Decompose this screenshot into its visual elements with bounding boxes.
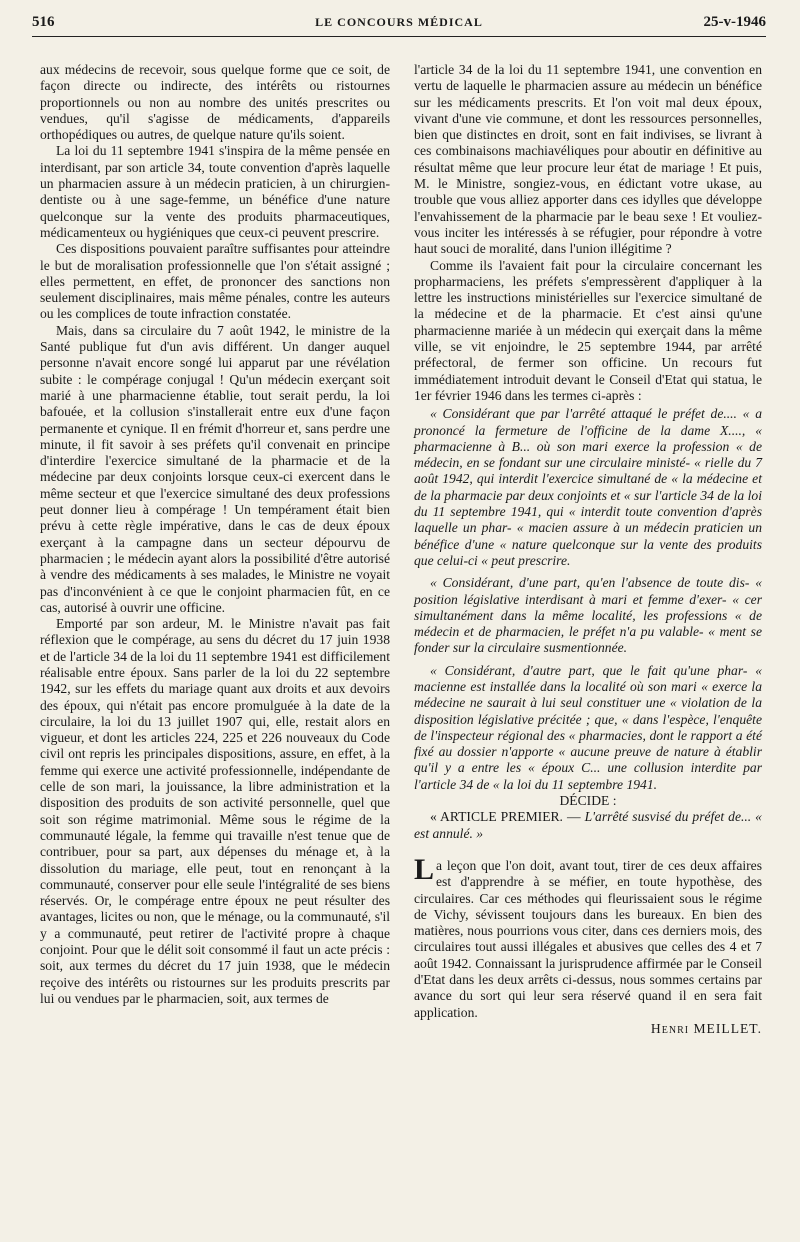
paragraph: l'article 34 de la loi du 11 septembre 1941, une convention en vertu de laquelle le pharmacien assure au médecin un bénéfice sur les médicaments prescrits. Et l'on voit mal deux époux, vivant d'une vie commune, et dont les ressources personnelles, bien que distinctes en droit, sont en fait indivises, se livrant à ces combinaisons machiavéliques pour aboutir en définitive au résultat même que leur procure leur état de mariage ! Et puis, M. le Ministre, songiez-vous, en édictant votre ukase, au trouble que vous alliez apporter dans ces idylles que développe l'envahissement de la pharmacie par le beau sexe ! Et vouliez-vous inciter les intéressés à se réfugier, pour répondre à votre haut souci de moralité, dans l'union illégitime ? bbox=[414, 62, 762, 257]
conclusion-paragraph bbox=[414, 852, 762, 1021]
decision-quote: « Considérant que par l'arrêté attaqué le préfet de.... « a prononcé la fermeture de l'officine de la dame X...., « pharmacienne à B... où son mari exerce la profession « de médecin, en se fondant sur une circulaire ministé- « rielle du 7 août 1942, qui interdit l'exercice simultané de « la médecine et de la pharmacie par deux conjoints et « sur l'article 34 de la loi du 11 septembre 1941, qui « interdit toute convention d'après laquelle un phar- « macien assure à un médecin praticien un bénéfice d'une « nature quelconque sur la vente des produits que celui-ci « peut prescrire. bbox=[414, 406, 762, 568]
page-number: 516 bbox=[32, 14, 55, 30]
drop-cap: L bbox=[414, 852, 435, 886]
page-header bbox=[32, 10, 766, 37]
issue-date: 25-v-1946 bbox=[703, 14, 766, 30]
article-text: L'arrêté susvisé du préfet de... « est annulé. » bbox=[414, 809, 762, 841]
decision-quote: « Considérant, d'autre part, que le fait qu'une phar- « macienne est installée dans la localité où son mari « exerce la médecine ne saurait à lui seul constituer une « violation de la disposition législative précitée ; que, « dans l'espèce, l'enquête de l'inspecteur régional des « pharmacies, dont le rapport a été fixé au dossier n'apporte « aucune preuve de nature à établir qu'il y a entre les « époux C... une collusion interdite par l'article 34 de « la loi du 11 septembre 1941. bbox=[414, 662, 762, 792]
conclusion-text: a leçon que l'on doit, avant tout, tirer de ces deux affaires est d'apprendre à se méfier, en toute hypothèse, des circulaires. Car ces méthodes qui fleurissaient sous le régime de Vichy, sévissent toujours dans les bureaux. En bien des matières, nous pourrions vous citer, dans ces derniers mois, des circulaires tout aussi illégales et abusives que celles des 4 et 7 août 1942. Connaissant la jurisprudence affirmée par le Conseil d'Etat dans les deux arrêts ci-dessus, nous sommes certains par avance du sort qui leur sera réservé quand il en sera fait application. bbox=[414, 857, 762, 1020]
paragraph: Comme ils l'avaient fait pour la circulaire concernant les propharmaciens, les préfets s'empressèrent d'appliquer à la lettre les instructions ministérielles sur l'exercice simultané de la médecine et de la pharmacie. Et c'est ainsi qu'une pharmacienne mariée à un médecin qui exerçait dans la même ville, se vit enjoindre, le 25 septembre 1944, par arrêté préfectoral, de fermer son officine. Un recours fut immédiatement introduit devant le Conseil d'Etat qui statua, le 1er février 1946 dans les termes ci-après : bbox=[414, 257, 762, 403]
author-signature: Henri MEILLET. bbox=[650, 1020, 762, 1036]
paragraph: Mais, dans sa circulaire du 7 août 1942, le ministre de la Santé publique fut d'un avis différent. Un danger auquel personne n'avait encore songé lui apparut par une révélation subite : le compérage conjugal ! Qu'un médecin exerçant soit marié à une pharmacienne établie, tout serait perdu, la loi bafouée, et la collusion s'installerait entre eux d'une façon permanente et cynique. Il en frémit d'horreur et, sans perdre une minute, il fit savoir à ses préfets qu'il convenait en principe d'interdire l'exercice simultané de la pharmacie et de la médecine par deux conjoints lorsque ceux-ci exercent dans le même secteur et que l'exercice simultané des deux professions peut donner lieu à compérage ! Un tempérament était bien prévu à cette règle impérative, dans le cas de deux époux exerçant à la campagne dans un secteur dépourvu de pharmacien ; le médecin ayant alors la possibilité d'être autorisé à vendre des médicaments à ses malades, le Ministre ne voyait pas d'inconvénient à ce que le conjoint pharmacien fût, en ce cas, autorisé à ouvrir une officine. bbox=[40, 322, 390, 615]
decide-heading: DÉCIDE : bbox=[559, 793, 617, 809]
left-column bbox=[40, 62, 390, 1007]
article-label: « ARTICLE PREMIER. — bbox=[430, 809, 581, 825]
article-premier bbox=[414, 809, 762, 842]
paragraph: aux médecins de recevoir, sous quelque forme que ce soit, de façon directe ou indirecte, des intérêts ou ristournes proportionnels ou non au nombre des unités prescrites ou vendues, qu'il s'agisse de médicaments, d'appareils orthopédiques ou autres, de quelque nature qu'ils soient. bbox=[40, 62, 390, 143]
right-column bbox=[414, 62, 762, 1037]
paragraph: Emporté par son ardeur, M. le Ministre n'avait pas fait réflexion que le compérage, au sens du décret du 17 juin 1938 et de l'article 34 de la loi du 11 septembre 1941 est difficilement réalisable entre époux. Sans parler de la loi du 22 septembre 1942, sur les effets du mariage quant aux droits et aux devoirs des époux, qui n'était pas encore promulguée à la date de la circulaire, la loi du 13 juillet 1907 qui, elle, restait alors en vigueur, et dont les articles 224, 225 et 226 nouveaux du Code civil ont repris les principales dispositions, assure, en effet, à la femme qui exerce une activité professionnelle, indépendante de celle de son mari, la jouissance, la libre administration et la disposition des produits de son activité personnelle, quel que soit son régime matrimonial. Même sous le régime de la communauté légale, la femme qui travaille n'est tenue que de contribuer, pour sa part, aux dépenses du ménage et, à la dissolution du mariage, elle peut, tout en renonçant à la communauté, conserver pour elle seule l'intégralité de ses biens réservés. Or, le compérage entre époux ne peut résulter des avantages, licites ou non, que le ménage, ou la communauté, s'il y a communauté, peut retirer de l'activité propre à chaque conjoint. Pour que le délit soit consommé il faut un acte précis : soit, aux termes du décret du 17 juin 1938, que le médecin reçoive des intérêts ou ristournes sur les produits prescrits par lui ou vendues par le pharmacien, soit, aux termes de bbox=[40, 616, 390, 1006]
journal-title: LE CONCOURS MÉDICAL bbox=[315, 15, 483, 29]
paragraph: Ces dispositions pouvaient paraître suffisantes pour atteindre le but de moralisation professionnelle que l'on s'était assigné ; elles permettent, en effet, de prononcer des sanctions non seulement disciplinaires, mais même pénales, contre les auteurs ou les complices de toute infraction constatée. bbox=[40, 241, 390, 322]
decision-quote: « Considérant, d'une part, qu'en l'absence de toute dis- « position législative interdisant à mari et femme d'exer- « cer simultanément dans la même localité, les professions « de médecin et de pharmacien, le préfet n'a pu valable- « ment se fonder sur la circulaire susmentionnée. bbox=[414, 575, 762, 656]
paragraph: La loi du 11 septembre 1941 s'inspira de la même pensée en interdisant, par son article 34, toute convention d'après laquelle un pharmacien assure à un médecin praticien, à un chirurgien-dentiste ou à une sage-femme, un bénéfice d'une nature quelconque sur la vente des produits pharmaceutiques, médicamenteux ou hygiéniques que ceux-ci peuvent prescrire. bbox=[40, 143, 390, 240]
